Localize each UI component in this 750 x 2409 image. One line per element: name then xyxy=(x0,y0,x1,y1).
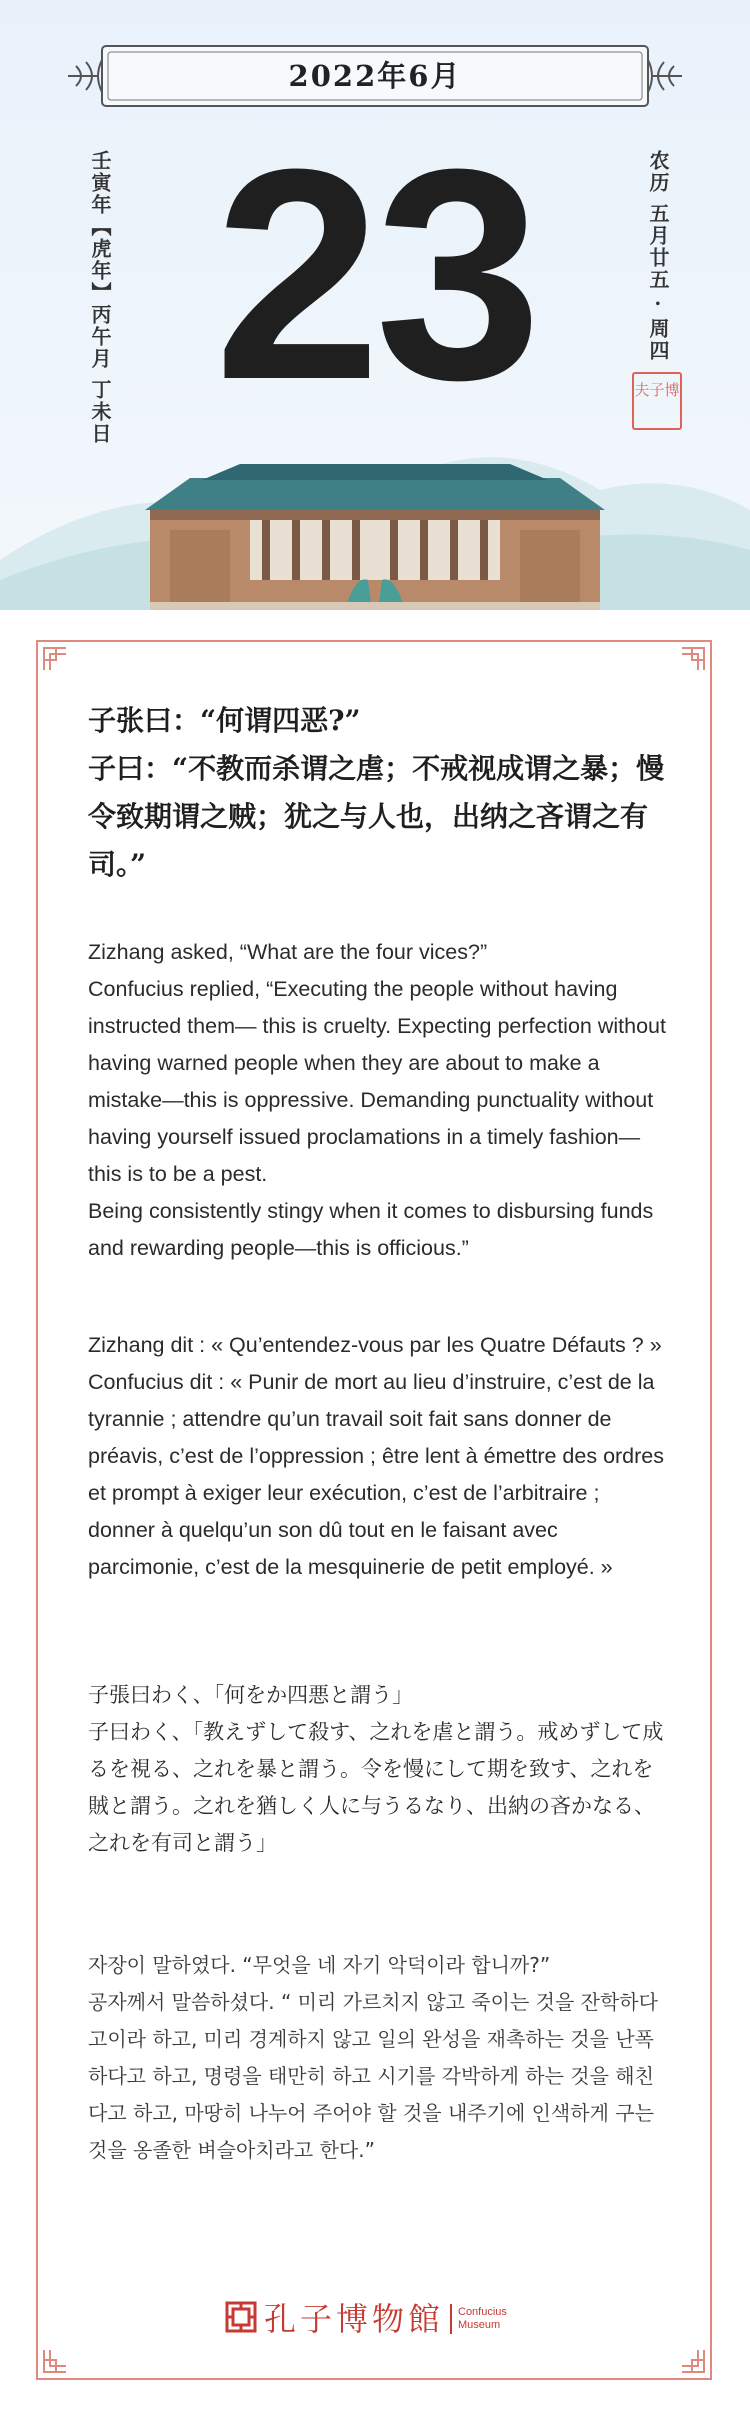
french-translation xyxy=(88,1327,668,1586)
quote-card xyxy=(36,640,712,2380)
english-line: Zizhang asked, “What are the four vices?” xyxy=(88,940,488,964)
french-line: Confucius dit : « Punir de mort au lieu d’instruire, c’est de la tyrannie ; attendre qu’un travail soit fait sans donner de préavis, c’est de l’oppression ; être lent à émettre des ordres et prompt à exiger leur exécution, c’est de l’arbitraire ; donner à quelqu’un son dû tout en le faisant avec parcimonie, c’est de la mesquinerie de petit employé. » xyxy=(88,1370,665,1579)
corner-ornament-icon xyxy=(680,646,706,672)
japanese-translation xyxy=(88,1677,668,1862)
year-month-title: 2022年6月 xyxy=(288,59,462,93)
logo-chinese-name: 孔子博物館 xyxy=(264,2300,445,2338)
chinese-quote-line: 子张曰：“何谓四恶?” xyxy=(88,704,361,737)
logo-english-line: Confucius xyxy=(458,2306,507,2318)
day-number: 23 xyxy=(214,106,536,442)
korean-line: 자장이 말하였다. “무엇을 네 자기 악덕이라 합니까?” xyxy=(88,1953,551,1977)
french-line: Zizhang dit : « Qu’entendez-vous par les Quatre Défauts ? » xyxy=(88,1333,662,1357)
seal-text: 夫子博 xyxy=(634,381,680,399)
confucius-museum-logo xyxy=(38,2296,714,2342)
logo-english-name xyxy=(458,2306,507,2332)
museum-logo-icon xyxy=(224,2300,258,2334)
english-line: Confucius replied, “Executing the people without having instructed them— this is cruelty. Expecting perfection without having warned people when they are about to make a mistake—this is oppressive. Demanding punctuality without having yourself issued proclamations in a timely fashion—this is to be a pest. xyxy=(88,977,666,1186)
chinese-quote-line: 子曰：“不教而杀谓之虐；不戒视成谓之暴；慢令致期谓之贼；犹之与人也，出纳之吝谓之有司。” xyxy=(88,752,665,881)
calendar-header xyxy=(0,0,750,610)
museum-building-illustration xyxy=(0,360,750,610)
logo-english-line: Museum xyxy=(458,2319,501,2331)
corner-ornament-icon xyxy=(42,646,68,672)
chinese-quote xyxy=(88,697,678,889)
logo-divider xyxy=(450,2304,452,2334)
korean-line: 공자께서 말씀하셨다. “ 미리 가르치지 않고 죽이는 것을 잔학하다고이라 하고, 미리 경계하지 않고 일의 완성을 재촉하는 것을 난폭하다고 하고, 명령을 태만히 하고 시기를 각박하게 하는 것을 해친다고 하고, 마땅히 나누어 주어야 할 것을 내주기에 인색하게 구는 것을 옹졸한 벼슬아치라고 한다.” xyxy=(88,1990,658,2162)
english-translation xyxy=(88,934,668,1267)
japanese-line: 子張曰わく、「何をか四悪と謂う」 xyxy=(88,1683,414,1707)
date-title-band xyxy=(68,40,682,112)
corner-ornament-icon xyxy=(680,2348,706,2374)
japanese-line: 子曰わく、「教えずして殺す、之れを虐と謂う。戒めずして成るを視る、之れを暴と謂う。令を慢にして期を致す、之れを賊と謂う。之れを猶しく人に与うるなり、出納の吝かなる、之れを有司と謂う」 xyxy=(88,1720,664,1855)
lunar-date: 农历 五月廿五 · 周四 xyxy=(646,150,670,362)
ganzhi-date: 壬寅年【虎年】丙午月 丁未日 xyxy=(88,150,112,445)
corner-ornament-icon xyxy=(42,2348,68,2374)
korean-translation xyxy=(88,1947,668,2169)
english-line: Being consistently stingy when it comes to disbursing funds and rewarding people—this is officious.” xyxy=(88,1199,654,1260)
